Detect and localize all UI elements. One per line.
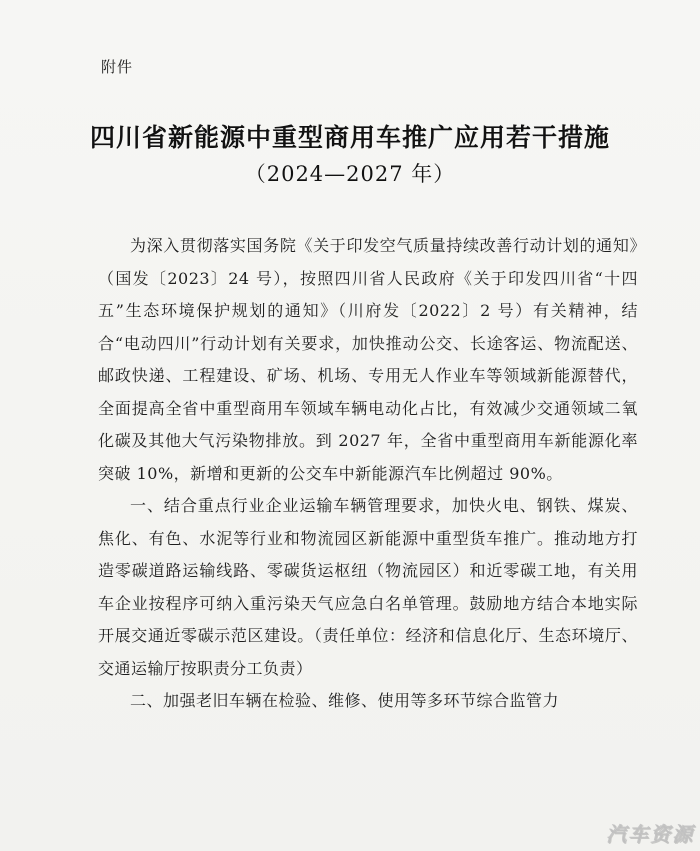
document-title: 四川省新能源中重型商用车推广应用若干措施: [89, 123, 610, 152]
paragraph-measure-1: 一、结合重点行业企业运输车辆管理要求，加快火电、钢铁、煤炭、焦化、有色、水泥等行业和物流园区新能源中重型货车推广。推动地方打造零碳道路运输线路、零碳货运枢纽（物流园区）和近零碳工地，有关用车企业按程序可纳入重污染天气应急白名单管理。鼓励地方结合本地实际开展交通近零碳示范区建设。（责任单位：经济和信息化厅、生态环境厅、交通运输厅按职责分工负责）: [98, 496, 638, 678]
document-body: [98, 230, 638, 718]
paragraph-intro: 为深入贯彻落实国务院《关于印发空气质量持续改善行动计划的通知》（国发〔2023〕24 号），按照四川省人民政府《关于印发四川省“十四五”生态环境保护规划的通知》（川府发〔2022〕2 号）有关精神，结合“电动四川”行动计划有关要求，加快推动公交、长途客运、物流配送、邮政快递、工程建设、矿场、机场、专用无人作业车等领域新能源替代，全面提高全省中重型商用车领域车辆电动化占比，有效减少交通领域二氧化碳及其他大气污染物排放。到 2027 年，全省中重型商用车新能源化率突破 10%，新增和更新的公交车中新能源汽车比例超过 90%。: [98, 236, 638, 483]
document-subtitle: （2024—2027 年）: [244, 162, 456, 186]
paragraph-measure-2: 二、加强老旧车辆在检验、维修、使用等多环节综合监管力: [130, 691, 560, 710]
watermark-logo: 汽车资源: [606, 822, 694, 846]
attachment-label: 附件: [101, 58, 134, 76]
